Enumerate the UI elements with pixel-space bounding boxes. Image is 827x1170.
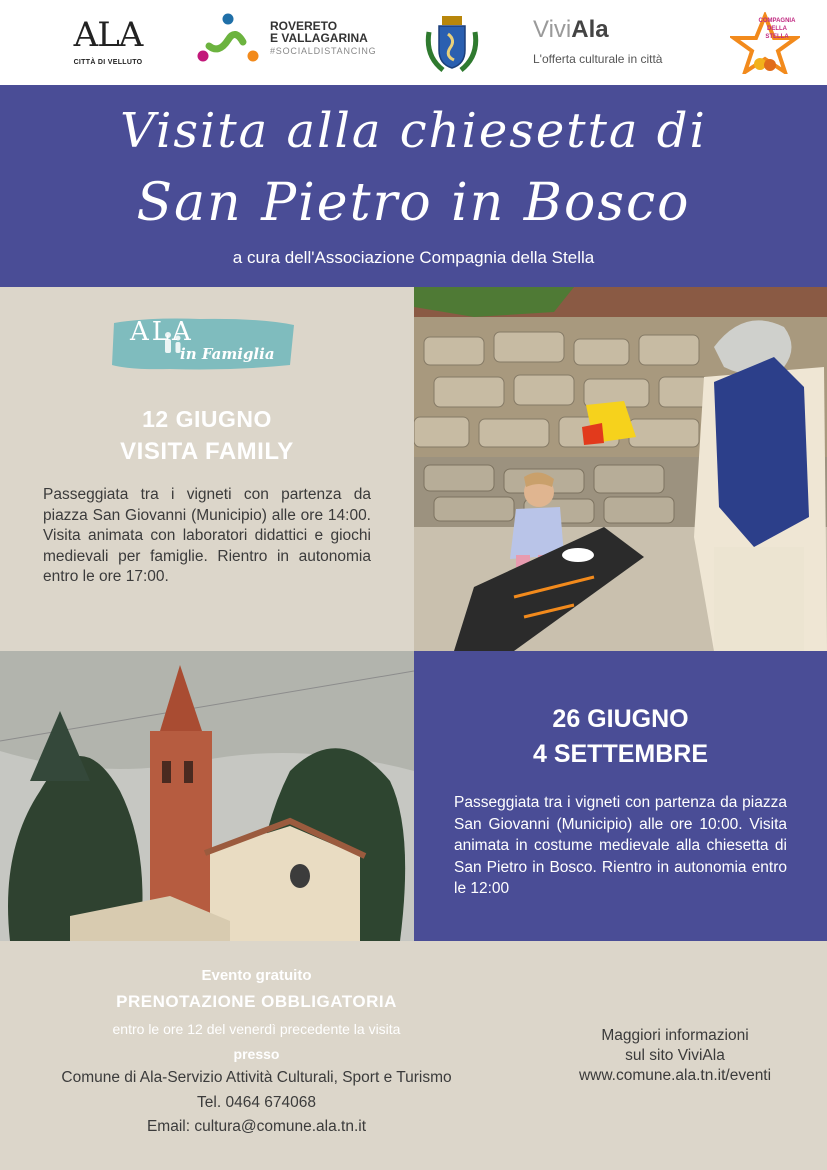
page-title-line1: Visita alla chiesetta di: [120, 103, 707, 159]
office-name: Comune di Ala-Servizio Attività Culturali, Sport e Turismo: [61, 1069, 452, 1086]
famiglia-badge-ala: ALA: [130, 317, 194, 347]
event2-date1: 26 GIUGNO: [552, 705, 689, 733]
viviala-tagline: L'offerta culturale in città: [533, 52, 663, 66]
coat-of-arms-icon: [423, 12, 481, 76]
rovereto-logo-name: ROVERETO E VALLAGARINA: [270, 19, 368, 45]
page-title-line2: San Pietro in Bosco: [136, 173, 691, 233]
church-photo: [0, 651, 414, 941]
free-event-label: Evento gratuito: [201, 967, 312, 984]
more-info-url[interactable]: www.comune.ala.tn.it/eventi: [578, 1067, 772, 1084]
phone-number: Tel. 0464 674068: [197, 1094, 316, 1111]
more-info-line1: Maggiori informazioni: [601, 1027, 749, 1044]
famiglia-badge-text: in Famiglia: [180, 345, 275, 363]
email-address[interactable]: Email: cultura@comune.ala.tn.it: [146, 1118, 367, 1135]
more-info-line2: sul sito ViviAla: [625, 1047, 725, 1064]
ala-logo-tagline: CITTÀ DI VELLUTO: [73, 59, 143, 66]
title-band: [0, 85, 827, 287]
event1-description: Passeggiata tra i vigneti con partenza da piazza San Giovanni (Municipio) alle ore 14:00. Visita animata con laboratori didattici e giochi medievali per famiglie. Rientro in autonomia entro le ore 17:00.: [43, 486, 371, 585]
event1-name: VISITA FAMILY: [120, 438, 294, 465]
booking-required-label: PRENOTAZIONE OBBLIGATORIA: [116, 992, 397, 1011]
event1-date: 12 GIUGNO: [142, 406, 272, 432]
presso-label: presso: [233, 1046, 280, 1062]
ala-logo-name: ALA: [73, 15, 143, 55]
viviala-logo-name: ViviAla: [533, 16, 609, 43]
rovereto-hashtag: #SOCIALDISTANCING: [270, 46, 377, 56]
family-game-photo: [414, 287, 827, 651]
rovereto-mark-icon: [195, 12, 263, 68]
booking-deadline: entro le ore 12 del venerdì precedente la visita: [112, 1021, 401, 1037]
stella-logo-name: COMPAGNIA DELLA STELLA: [758, 18, 796, 40]
event2-date2: 4 SETTEMBRE: [532, 740, 709, 768]
event2-description: Passeggiata tra i vigneti con partenza da piazza San Giovanni (Municipio) alle ore 10:00. Visita animata in costume medievale alla chiesetta di San Pietro in Bosco. Rientro in autonomia entro le 12:00: [454, 794, 787, 897]
page-subtitle: a cura dell'Associazione Compagnia della Stella: [232, 248, 595, 267]
